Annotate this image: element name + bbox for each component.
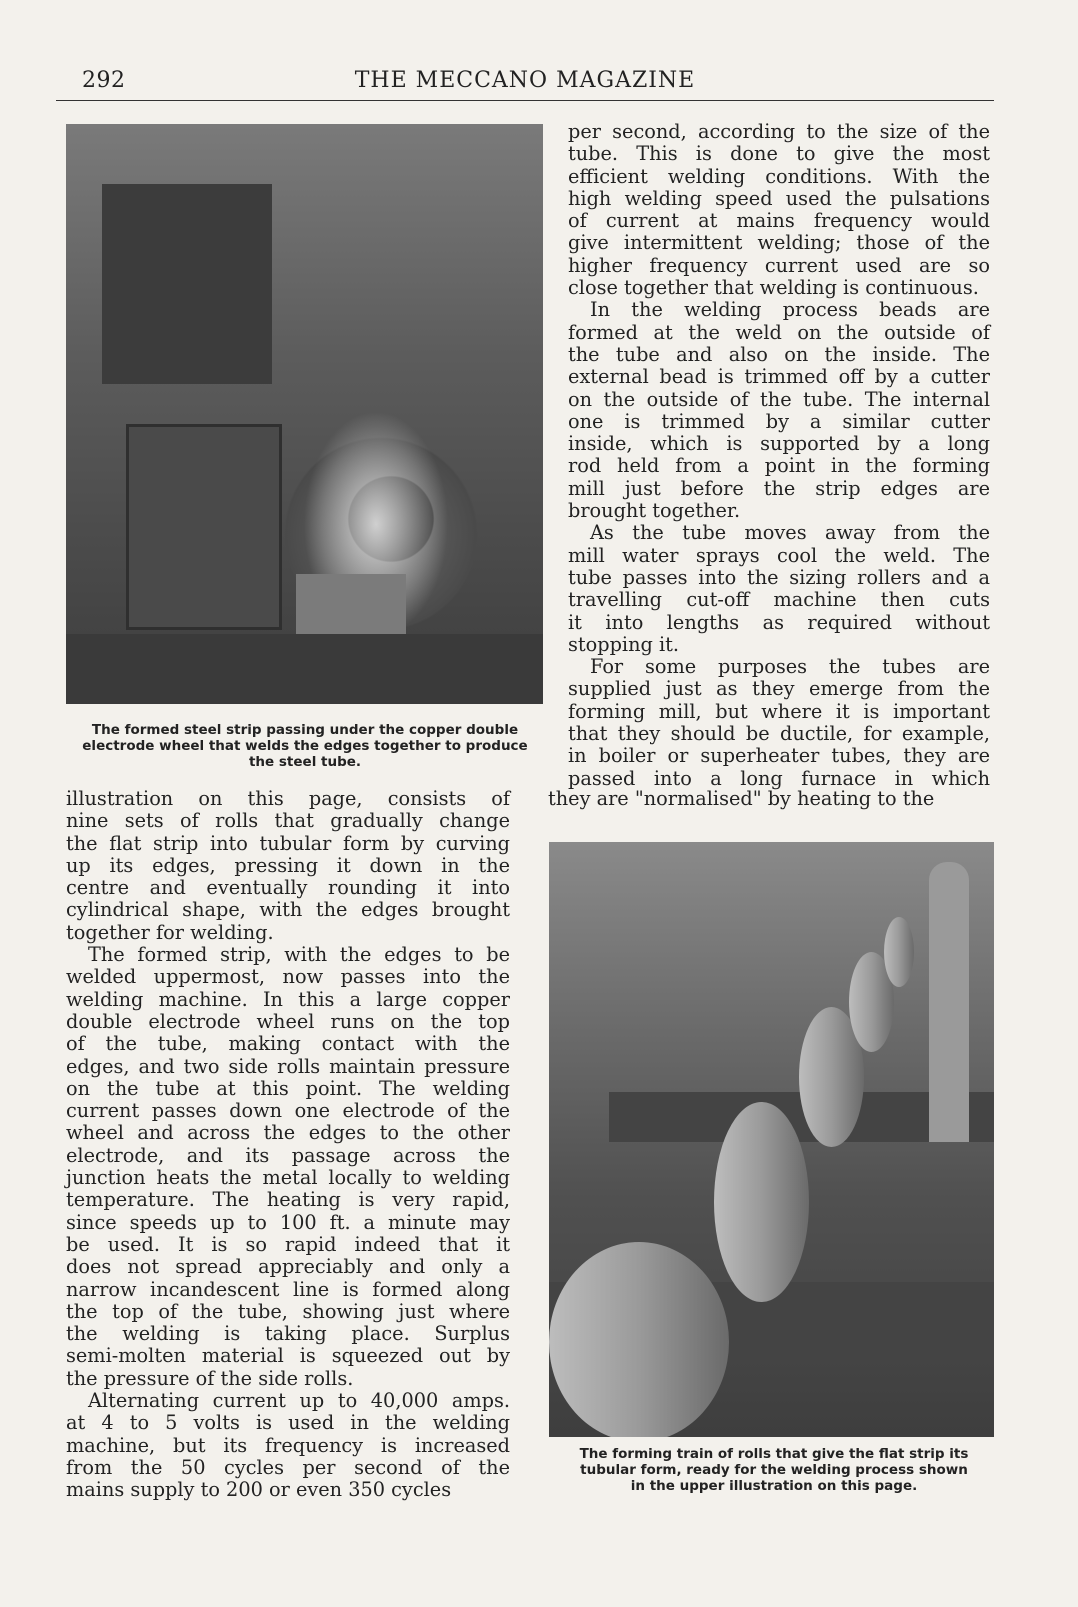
text-line: the welding is taking place. Surplus	[66, 1322, 510, 1346]
text-line: mains supply to 200 or even 350 cycles	[66, 1478, 452, 1502]
text-line: efficient welding conditions. With the	[568, 164, 990, 188]
roll	[884, 917, 914, 987]
text-line: up its edges, pressing it down in the	[66, 853, 510, 877]
text-line: the top of the tube, showing just where	[66, 1299, 510, 1323]
page-header	[56, 64, 994, 101]
caption-line: in the upper illustration on this page.	[630, 1478, 918, 1494]
text-line: formed at the weld on the outside of	[568, 320, 990, 344]
right-column-text	[568, 121, 990, 790]
text-line: cylindrical shape, with the edges brought	[66, 898, 510, 922]
text-line: on the outside of the tube. The internal	[568, 387, 990, 411]
text-line: welding machine. In this a large copper	[66, 987, 510, 1011]
machine-base	[66, 634, 543, 704]
text-line: mill water sprays cool the weld. The	[568, 543, 990, 567]
text-line: together for welding.	[66, 920, 274, 944]
text-line: semi-molten material is squeezed out by	[66, 1344, 510, 1368]
text-line: tube passes into the sizing rollers and a	[568, 565, 990, 589]
text-line: edges, and two side rolls maintain pressure	[66, 1054, 510, 1078]
bottom-figure-caption	[549, 1446, 999, 1494]
text-line: one is trimmed by a similar cutter	[568, 409, 990, 433]
text-line: per second, according to the size of the	[568, 120, 990, 143]
page-number: 292	[82, 68, 126, 93]
text-line: As the tube moves away from the	[590, 521, 990, 545]
left-column-text	[66, 788, 510, 1502]
caption-line: the steel tube.	[248, 754, 362, 770]
text-line: wheel and across the edges to the other	[66, 1121, 510, 1145]
roll-stand	[929, 862, 969, 1142]
text-line: since speeds up to 100 ft. a minute may	[66, 1210, 510, 1234]
top-figure-caption	[64, 722, 546, 770]
text-line: on the tube at this point. The welding	[66, 1076, 510, 1100]
text-line: In the welding process beads are	[590, 298, 990, 322]
text-line: be used. It is so rapid indeed that it	[66, 1232, 510, 1256]
text-line: of the tube, making contact with the	[66, 1032, 510, 1056]
text-line: supplied just as they emerge from the	[568, 677, 990, 701]
text-line: they are "normalised" by heating to the	[548, 787, 935, 810]
text-line: junction heats the metal locally to welding	[66, 1166, 510, 1190]
text-line: current passes down one electrode of the	[66, 1099, 510, 1123]
text-line: the tube and also on the inside. The	[568, 342, 990, 366]
text-line: rod held from a point in the forming	[568, 454, 990, 478]
text-line: For some purposes the tubes are	[590, 655, 990, 679]
magazine-title: THE MECCANO MAGAZINE	[354, 68, 696, 93]
text-line: high welding speed used the pulsations	[568, 186, 990, 210]
caption-line: tubular form, ready for the welding process shown	[580, 1462, 968, 1478]
text-line: illustration on this page, consists of	[66, 787, 510, 810]
roll	[714, 1102, 809, 1302]
text-line: stopping it.	[568, 632, 680, 656]
text-line: travelling cut-off machine then cuts	[568, 588, 990, 612]
text-line: Alternating current up to 40,000 amps.	[88, 1389, 510, 1413]
text-line: the pressure of the side rolls.	[66, 1366, 354, 1390]
text-line: of current at mains frequency would	[568, 209, 990, 233]
right-column-tail	[548, 788, 990, 810]
text-line: the flat strip into tubular form by curving	[66, 831, 510, 855]
text-line: nine sets of rolls that gradually change	[66, 809, 510, 833]
roll	[549, 1242, 729, 1437]
text-line: passed into a long furnace in which	[568, 766, 990, 790]
forming-rolls-photo	[549, 842, 994, 1437]
text-line: external bead is trimmed off by a cutter	[568, 365, 990, 389]
text-line: brought together.	[568, 499, 741, 523]
text-line: give intermittent welding; those of the	[568, 231, 990, 255]
text-line: that they should be ductile, for example,	[568, 722, 990, 746]
text-line: close together that welding is continuous.	[568, 276, 979, 300]
text-line: double electrode wheel runs on the top	[66, 1009, 510, 1033]
machine-housing	[126, 424, 282, 630]
text-line: temperature. The heating is very rapid,	[66, 1188, 510, 1212]
text-line: in boiler or superheater tubes, they are	[568, 744, 990, 768]
caption-line: The forming train of rolls that give the flat strip its	[579, 1446, 969, 1462]
welding-machine-photo	[66, 124, 543, 704]
text-line: inside, which is supported by a long	[568, 432, 990, 456]
caption-line: electrode wheel that welds the edges together to produce	[82, 738, 528, 754]
text-line: tube. This is done to give the most	[568, 142, 990, 166]
machine-frame	[102, 184, 272, 384]
caption-line: The formed steel strip passing under the copper double	[91, 722, 519, 738]
text-line: mill just before the strip edges are	[568, 476, 990, 500]
text-line: forming mill, but where it is important	[568, 699, 990, 723]
text-line: it into lengths as required without	[568, 610, 990, 634]
text-line: electrode, and its passage across the	[66, 1143, 510, 1167]
text-line: centre and eventually rounding it into	[66, 876, 510, 900]
text-line: narrow incandescent line is formed along	[66, 1277, 510, 1301]
text-line: machine, but its frequency is increased	[66, 1433, 510, 1457]
text-line: does not spread appreciably and only a	[66, 1255, 510, 1279]
text-line: higher frequency current used are so	[568, 253, 990, 277]
text-line: from the 50 cycles per second of the	[66, 1455, 510, 1479]
text-line: The formed strip, with the edges to be	[88, 943, 510, 967]
text-line: welded uppermost, now passes into the	[66, 965, 510, 989]
text-line: at 4 to 5 volts is used in the welding	[66, 1411, 510, 1435]
